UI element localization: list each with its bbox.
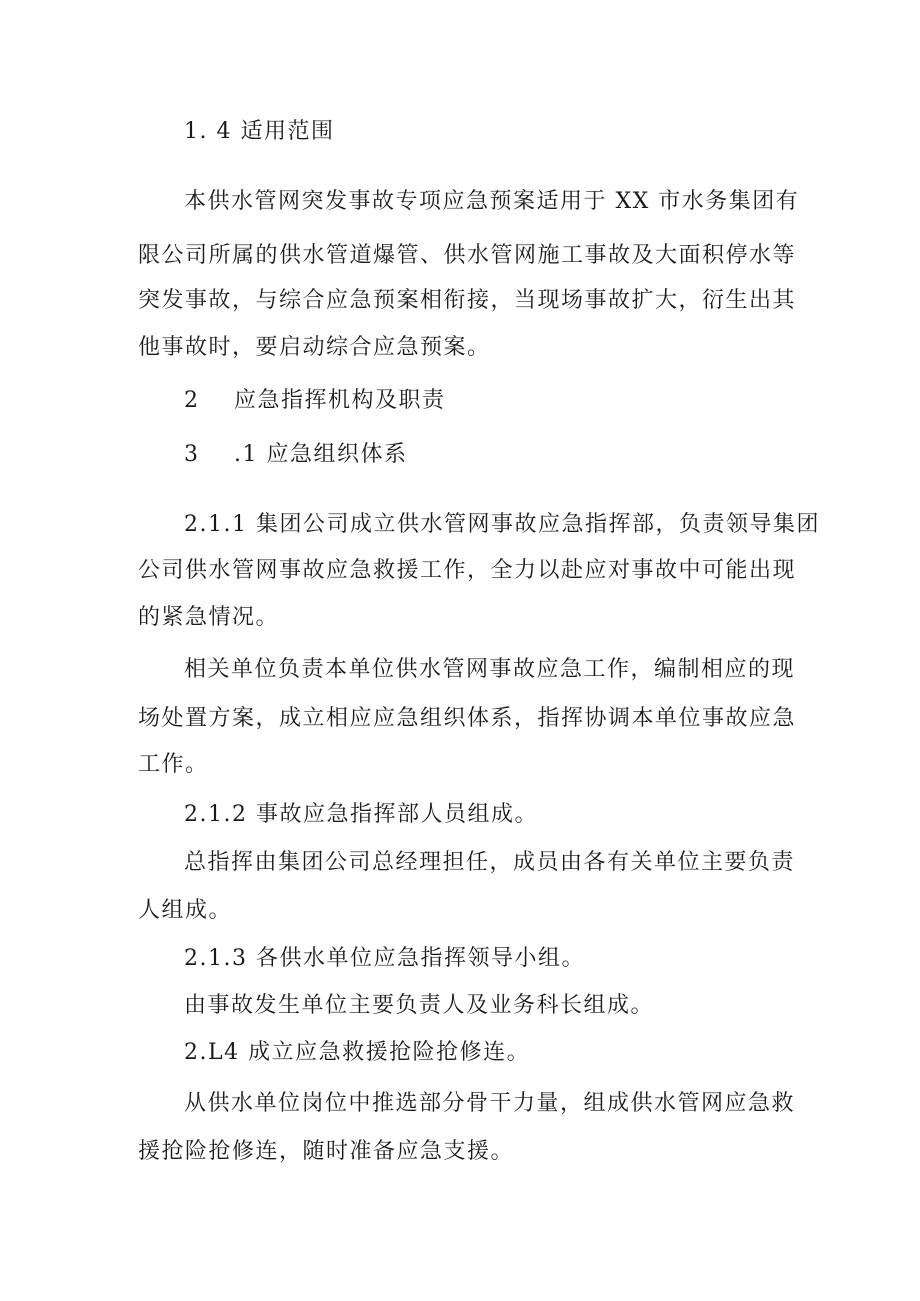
- heading-text: .1 应急组织体系: [234, 442, 408, 467]
- paragraph-line: 公司供水管网事故应急救援工作，全力以赴应对事故中可能出现: [138, 558, 797, 583]
- paragraph-line: 场处置方案，成立相应应急组织体系，指挥协调本单位事故应急: [138, 706, 797, 731]
- subsection-2-1-2: 2.1.2 事故应急指挥部人员组成。: [184, 802, 538, 827]
- subsection-2-1-3: 2.1.3 各供水单位应急指挥领导小组。: [184, 946, 585, 971]
- paragraph-line: 2.1.1 集团公司成立供水管网事故应急指挥部，负责领导集团: [184, 512, 820, 537]
- subsection-2-l4: 2.L4 成立应急救援抢险抢修连。: [184, 1040, 531, 1065]
- paragraph-line: 援抢险抢修连，随时准备应急支援。: [138, 1139, 515, 1164]
- paragraph-line: 限公司所属的供水管道爆管、供水管网施工事故及大面积停水等: [138, 243, 797, 268]
- paragraph-line: 他事故时，要启动综合应急预案。: [138, 335, 491, 360]
- paragraph-line: 的紧急情况。: [138, 605, 280, 630]
- section-heading-3: [184, 440, 844, 470]
- section-heading-2: [184, 386, 844, 416]
- heading-number: 3: [184, 442, 200, 467]
- paragraph-line: 从供水单位岗位中推选部分骨干力量，组成供水管网应急救: [184, 1091, 796, 1116]
- paragraph-line: 总指挥由集团公司总经理担任，成员由各有关单位主要负责: [184, 850, 796, 875]
- paragraph-line: 本供水管网突发事故专项应急预案适用于 XX 市水务集团有: [184, 189, 800, 214]
- section-heading-1-4: 1. 4 适用范围: [184, 119, 335, 144]
- paragraph-line: 由事故发生单位主要负责人及业务科长组成。: [184, 993, 655, 1018]
- paragraph-line: 工作。: [138, 752, 209, 777]
- paragraph-line: 人组成。: [138, 898, 233, 923]
- paragraph-line: 突发事故，与综合应急预案相衔接，当现场事故扩大，衍生出其: [138, 288, 797, 313]
- heading-text: 应急指挥机构及职责: [234, 388, 446, 413]
- paragraph-line: 相关单位负责本单位供水管网事故应急工作，编制相应的现: [184, 657, 796, 682]
- heading-number: 2: [184, 388, 200, 413]
